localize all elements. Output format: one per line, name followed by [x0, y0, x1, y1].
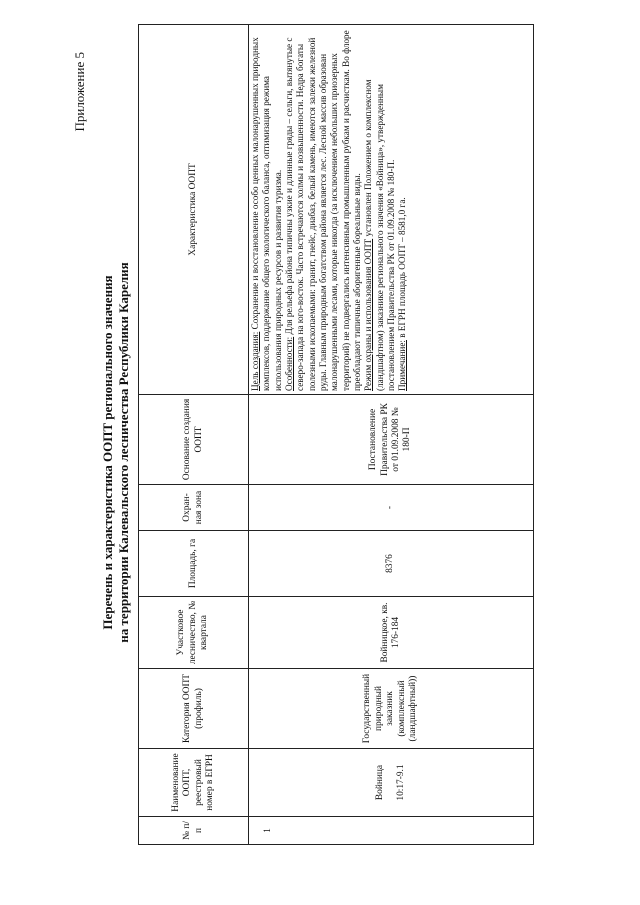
goal-text: Сохранение и восстановление особо ценных малонарушенных природных комплексов, поддержание общего экологического баланса, оптимизация режима использования природных ресурсов и развития туризма. — [250, 37, 283, 391]
regime-paragraph — [363, 28, 397, 391]
oopt-table — [138, 24, 534, 845]
title-line-2: на территории Калевальского лесничества Республики Карелия — [116, 262, 131, 643]
header-characteristics: Характеристика ООПТ — [139, 25, 249, 395]
header-basis: Основание создания ООПТ — [139, 395, 249, 485]
header-num: № п/п — [139, 817, 249, 845]
egrn-number: 10:17-9.1 — [396, 764, 406, 801]
goal-label: Цель создания: — [250, 331, 260, 391]
appendix-label: Приложение 5 — [72, 52, 87, 132]
cell-area: 8376 — [249, 531, 534, 597]
table-row — [249, 25, 534, 845]
header-area: Площадь, га — [139, 531, 249, 597]
features-paragraph — [284, 28, 363, 391]
table-header-row — [139, 25, 249, 845]
features-label: Особенности: — [284, 336, 295, 391]
cell-characteristics — [249, 25, 534, 395]
note-text: в ЕГРН площадь ООПТ – 8581,0 га. — [397, 197, 408, 341]
note-label: Примечание: — [397, 340, 408, 391]
cell-name — [249, 749, 534, 817]
cell-num: 1 — [249, 817, 534, 845]
oopt-name: Войница — [374, 764, 385, 801]
features-text: Для рельефа района типичны узкие и длинные гряды – сельги, вытянутые с северо-запада на юго-восток. Часто встречаются холмы и возвышенности. Недра богаты полезными ископаемыми: гранит, гнейс, диабаз, белый камень, имеются залежи железной руды. Главным природным богатством района является лес. Лесной массив образован малонарушенными лесами, которые никогда (за исключением небольших приозерных территорий) не подвергались интенсивным промышленным рубкам и расчисткам. Во флоре преобладают типичные аборигенные бореальные виды. — [284, 30, 363, 391]
cell-zone: - — [249, 485, 534, 531]
header-zone: Охран-ная зона — [139, 485, 249, 531]
title-line-1: Перечень и характеристика ООПТ регионального значения — [100, 275, 115, 630]
cell-forestry: Войницкое, кв. 176-184 — [249, 597, 534, 669]
cell-basis: Постановление Правительства РК от 01.09.2008 № 180-П — [249, 395, 534, 485]
goal-paragraph — [250, 28, 284, 391]
header-category: Категория ООПТ (профиль) — [139, 669, 249, 749]
header-name: Наименование ООПТ, реестровый номер в ЕГРН — [139, 749, 249, 817]
cell-category: Государственный природный заказник (комплексный (ландшафтный)) — [249, 669, 534, 749]
regime-label: Режим охраны и использования ООПТ — [363, 238, 374, 391]
note-paragraph — [397, 28, 408, 391]
header-forestry: Участковое лесничество, № квартала — [139, 597, 249, 669]
regime-text: установлен Положением о комплексном (ландшафтном) заказнике регионального значения «Войница», утвержденным постановлением Правительства РК от 01.09.2008 № 180-П. — [363, 79, 397, 391]
